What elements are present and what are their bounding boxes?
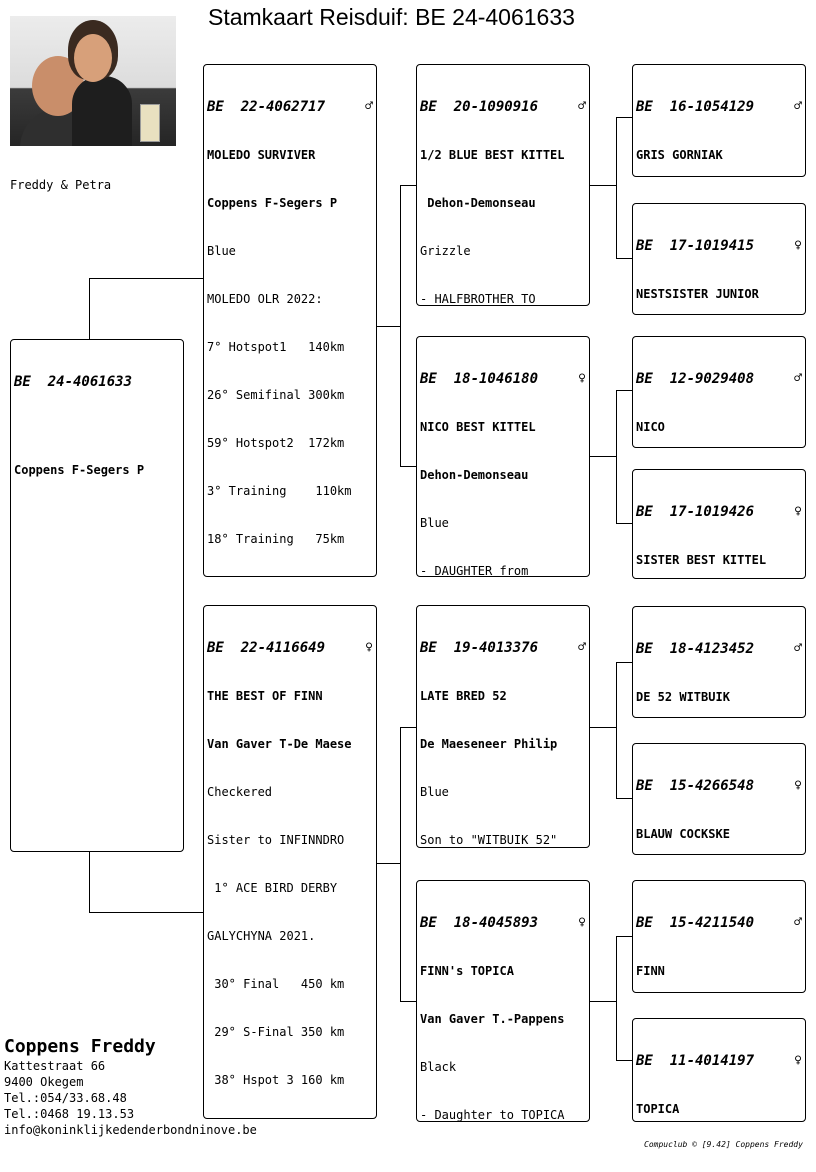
pigeon-card-dss[interactable] xyxy=(632,606,806,718)
pigeon-card-dds[interactable] xyxy=(632,880,806,993)
photo-caption: Freddy & Petra xyxy=(10,178,112,192)
detail-line: Son to "WITBUIK 52" xyxy=(420,833,558,847)
pigeon-name: NICO BEST KITTEL xyxy=(420,420,536,434)
footer-credit: Compuclub © [9.42] Coppens Freddy xyxy=(644,1140,803,1149)
ring-number: BE 22-4116649 xyxy=(207,640,326,656)
pigeon-name: DE 52 WITBUIK xyxy=(636,690,730,704)
pigeon-card-dsd[interactable] xyxy=(632,743,806,855)
detail-line: Checkered xyxy=(207,785,273,799)
ring-number: BE 15-4211540 xyxy=(636,915,755,931)
ring-number: BE 17-1019415 xyxy=(636,238,755,254)
pigeon-card-subject[interactable] xyxy=(10,339,184,852)
detail-line: Blue xyxy=(420,785,449,799)
detail-line: 38° Hspot 3 160 km xyxy=(207,1073,345,1087)
pigeon-card-sire[interactable] xyxy=(203,64,377,577)
pigeon-name: 1/2 BLUE BEST KITTEL xyxy=(420,148,565,162)
breeder: Van Gaver T-De Maese xyxy=(207,737,352,751)
pigeon-card-sdd[interactable] xyxy=(632,469,806,579)
pigeon-card-ssd[interactable] xyxy=(632,203,806,315)
ring-number: BE 18-4045893 xyxy=(420,915,539,931)
detail-line: Sister to INFINNDRO xyxy=(207,833,345,847)
pigeon-name: MOLEDO SURVIVER xyxy=(207,148,316,162)
ring-number: BE 22-4062717 xyxy=(207,99,326,115)
breeder: Dehon-Demonseau xyxy=(420,468,529,482)
detail-line: GALYCHYNA 2021. xyxy=(207,929,316,943)
pigeon-card-sds[interactable] xyxy=(632,336,806,448)
detail-line: Black xyxy=(420,1060,457,1074)
male-sex-icon: ♂ xyxy=(578,640,586,655)
detail-line: Grizzle xyxy=(420,244,471,258)
pigeon-card-ddd[interactable] xyxy=(632,1018,806,1122)
detail-line: 29° S-Final 350 km xyxy=(207,1025,345,1039)
pigeon-card-sire-sire[interactable] xyxy=(416,64,590,306)
owner-email-link[interactable]: info@koninklijkedenderbondninove.be xyxy=(4,1123,257,1137)
pigeon-name: THE BEST OF FINN xyxy=(207,689,323,703)
detail-line: Blue xyxy=(207,244,236,258)
detail-line: Blue xyxy=(420,516,449,530)
detail-line: 1° ACE BIRD DERBY xyxy=(207,881,338,895)
ring-number: BE 11-4014197 xyxy=(636,1053,755,1069)
detail-line: 3° Training 110km xyxy=(207,484,352,498)
breeder: Coppens F-Segers P xyxy=(14,463,145,477)
pigeon-name: FINN's TOPICA xyxy=(420,964,514,978)
female-sex-icon: ♀ xyxy=(578,915,586,930)
male-sex-icon: ♂ xyxy=(365,99,373,114)
detail-line: 59° Hotspot2 172km xyxy=(207,436,345,450)
detail-line: MOLEDO OLR 2022: xyxy=(207,292,323,306)
female-sex-icon: ♀ xyxy=(794,778,802,793)
female-sex-icon: ♀ xyxy=(365,640,373,655)
male-sex-icon: ♂ xyxy=(578,99,586,114)
owner-info xyxy=(4,1036,257,1138)
detail-line: 30° Final 450 km xyxy=(207,977,345,991)
ring-number: BE 17-1019426 xyxy=(636,504,755,520)
pigeon-name: BLAUW COCKSKE xyxy=(636,827,730,841)
owner-phone-2: Tel.:0468 19.13.53 xyxy=(4,1107,135,1121)
pigeon-name: GRIS GORNIAK xyxy=(636,148,723,162)
breeder: Dehon-Demonseau xyxy=(420,196,536,210)
male-sex-icon: ♂ xyxy=(794,99,802,114)
pigeon-name: NESTSISTER JUNIOR xyxy=(636,287,759,301)
pigeon-card-dam-sire[interactable] xyxy=(416,605,590,848)
owner-address-street: Kattestraat 66 xyxy=(4,1059,106,1073)
detail-line: 7° Hotspot1 140km xyxy=(207,340,345,354)
owner-name: Coppens Freddy xyxy=(4,1036,156,1057)
breeder: Van Gaver T.-Pappens xyxy=(420,1012,565,1026)
breeder: Coppens F-Segers P xyxy=(207,196,338,210)
owner-phone-1: Tel.:054/33.68.48 xyxy=(4,1091,127,1105)
male-sex-icon: ♂ xyxy=(794,915,802,930)
ring-number: BE 16-1054129 xyxy=(636,99,755,115)
ring-number: BE 12-9029408 xyxy=(636,371,755,387)
male-sex-icon: ♂ xyxy=(794,371,802,386)
ring-number: BE 19-4013376 xyxy=(420,640,539,656)
ring-number: BE 18-1046180 xyxy=(420,371,539,387)
pigeon-card-dam-dam[interactable] xyxy=(416,880,590,1122)
female-sex-icon: ♀ xyxy=(794,238,802,253)
ring-number: BE 20-1090916 xyxy=(420,99,539,115)
ring-number: BE 18-4123452 xyxy=(636,641,755,657)
pigeon-name: NICO xyxy=(636,420,665,434)
detail-line: - HALFBROTHER TO xyxy=(420,292,536,306)
detail-line: - Daughter to TOPICA xyxy=(420,1108,565,1122)
pigeon-name: FINN xyxy=(636,964,665,978)
owner-photo xyxy=(10,16,176,146)
male-sex-icon: ♂ xyxy=(794,641,802,656)
pigeon-card-sss[interactable] xyxy=(632,64,806,177)
female-sex-icon: ♀ xyxy=(794,504,802,519)
detail-line: 26° Semifinal 300km xyxy=(207,388,345,402)
ring-number: BE 24-4061633 xyxy=(14,374,133,390)
female-sex-icon: ♀ xyxy=(578,371,586,386)
detail-line: 18° Training 75km xyxy=(207,532,345,546)
pigeon-name: TOPICA xyxy=(636,1102,680,1116)
owner-address-city: 9400 Okegem xyxy=(4,1075,84,1089)
breeder: De Maeseneer Philip xyxy=(420,737,558,751)
ring-number: BE 15-4266548 xyxy=(636,778,755,794)
detail-line: - DAUGHTER from xyxy=(420,564,529,577)
pigeon-name: LATE BRED 52 xyxy=(420,689,507,703)
female-sex-icon: ♀ xyxy=(794,1053,802,1068)
pigeon-name: SISTER BEST KITTEL xyxy=(636,553,767,567)
pigeon-card-sire-dam[interactable] xyxy=(416,336,590,577)
page-title: Stamkaart Reisduif: BE 24-4061633 xyxy=(208,4,575,30)
